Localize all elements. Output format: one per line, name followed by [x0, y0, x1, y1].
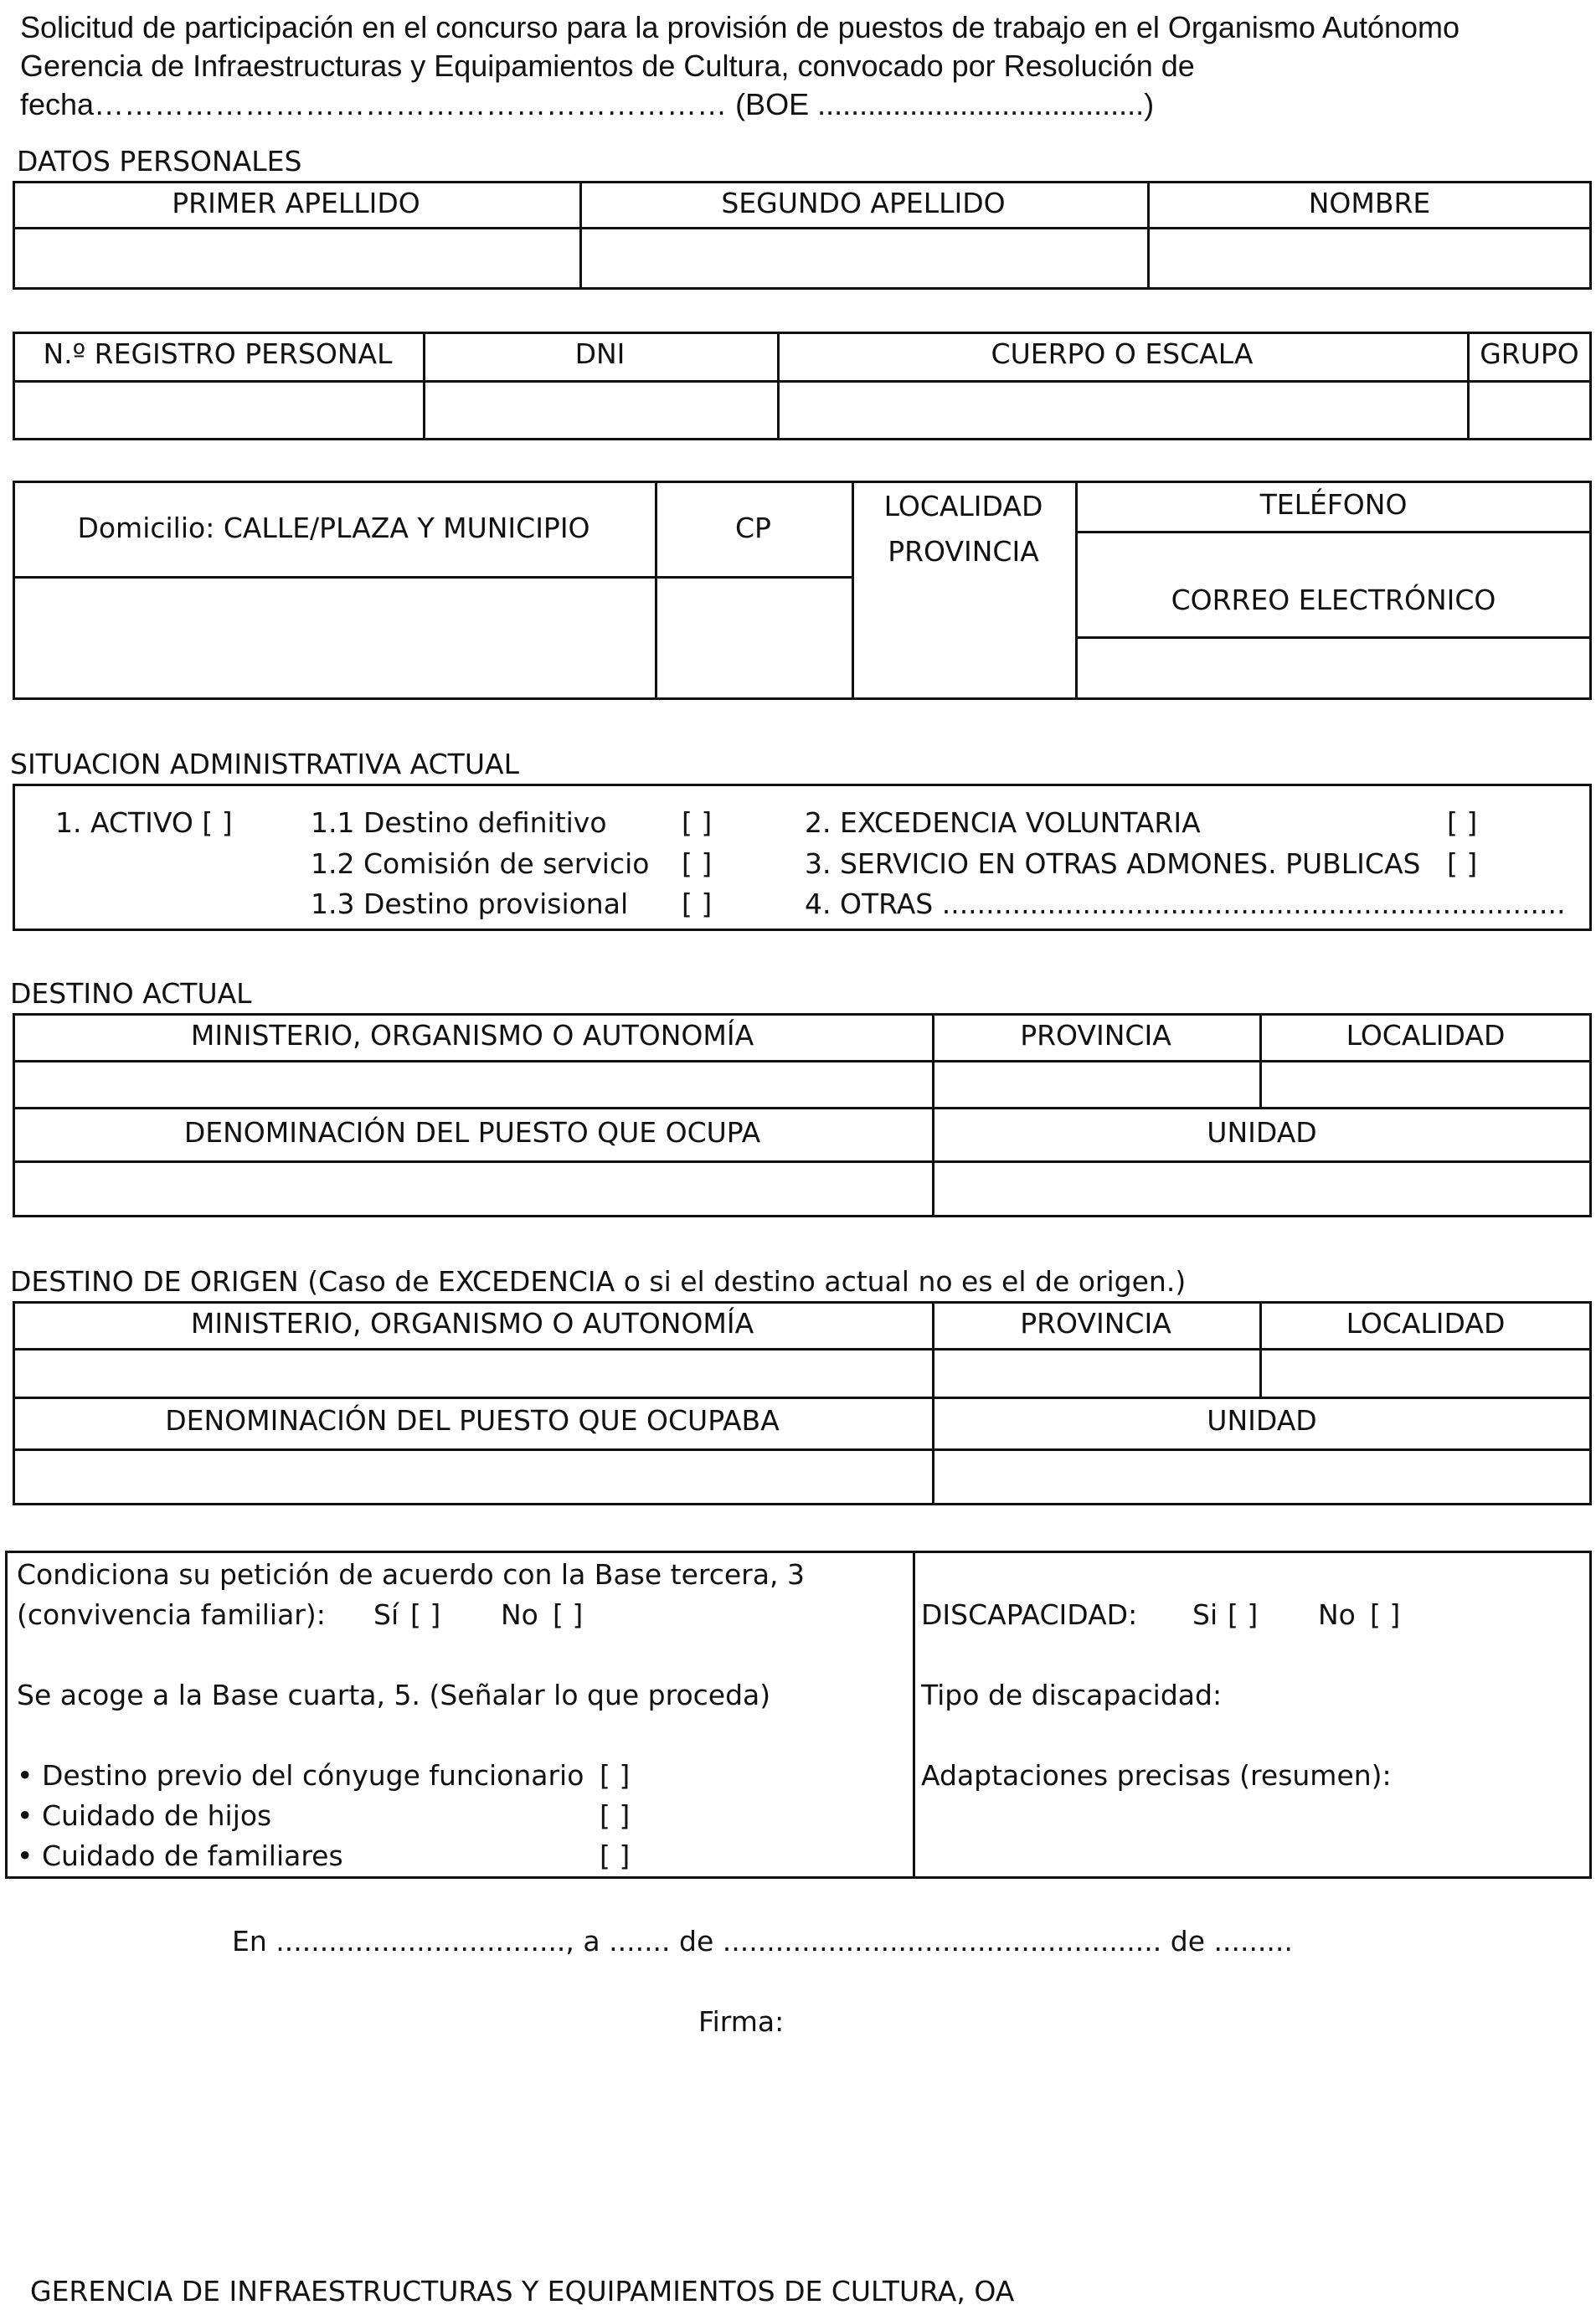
lugar-fecha-field[interactable]: En ................................., a ....... de .................................................. de ......... [232, 1925, 1293, 1958]
label-excedencia-voluntaria: 2. EXCEDENCIA VOLUNTARIA [805, 806, 1201, 839]
cp-field[interactable] [657, 579, 850, 698]
intro-line-2: Gerencia de Infraestructuras y Equipamientos de Cultura, convocado por Resolución de [20, 49, 1195, 83]
servicio-otras-checkbox[interactable]: [ ] [1447, 847, 1478, 880]
ministerio-field[interactable] [15, 1062, 930, 1106]
label-cuerpo-escala: CUERPO O ESCALA [991, 337, 1254, 370]
label-discapacidad-no: No [1318, 1598, 1356, 1631]
label-segundo-apellido: SEGUNDO APELLIDO [721, 187, 1006, 219]
cuidado-hijos-checkbox[interactable]: [ ] [600, 1799, 631, 1832]
localidad-provincia-field[interactable] [854, 579, 1073, 698]
label-destino-provisional: 1.3 Destino provisional [311, 887, 629, 920]
label-domicilio: Domicilio: CALLE/PLAZA Y MUNICIPIO [77, 512, 590, 544]
signature-area[interactable] [586, 2043, 1005, 2210]
label-primer-apellido: PRIMER APELLIDO [172, 187, 420, 219]
provincia-field[interactable] [934, 1351, 1258, 1395]
primer-apellido-field[interactable] [15, 229, 578, 288]
label-grupo: GRUPO [1480, 337, 1579, 370]
label-provincia: PROVINCIA [1020, 1307, 1171, 1340]
label-unidad: UNIDAD [1207, 1404, 1317, 1437]
label-comision-servicio: 1.2 Comisión de servicio [311, 847, 650, 880]
denominacion-field[interactable] [15, 1163, 930, 1216]
label-denominacion-puesto: DENOMINACIÓN DEL PUESTO QUE OCUPA [183, 1116, 761, 1149]
intro-line-3: fecha……………………………………………………… (BOE .......................................) [20, 87, 1155, 121]
discapacidad-si-checkbox[interactable]: [ ] [1228, 1598, 1259, 1631]
divider [913, 1551, 915, 1879]
condiciona-text-line-1: Condiciona su petición de acuerdo con la Base tercera, 3 [17, 1558, 805, 1591]
section-heading-destino-actual: DESTINO ACTUAL [10, 977, 252, 1010]
correo-field[interactable] [1078, 639, 1590, 698]
label-nombre: NOMBRE [1308, 187, 1431, 219]
label-ministerio: MINISTERIO, ORGANISMO O AUTONOMÍA [190, 1019, 754, 1052]
label-denominacion-puesto: DENOMINACIÓN DEL PUESTO QUE OCUPABA [165, 1404, 780, 1437]
intro-line-1: Solicitud de participación en el concurso para la provisión de puestos de trabajo en el Organismo Autónomo [20, 10, 1460, 44]
condiciona-text-line-2: (convivencia familiar): [17, 1598, 326, 1631]
provincia-field[interactable] [934, 1062, 1258, 1106]
label-tipo-discapacidad: Tipo de discapacidad: [921, 1679, 1223, 1711]
excedencia-checkbox[interactable]: [ ] [1447, 806, 1478, 839]
form-intro [20, 8, 1460, 124]
section-heading-situacion: SITUACION ADMINISTRATIVA ACTUAL [10, 748, 519, 780]
label-provincia: PROVINCIA [888, 535, 1039, 568]
section-heading-destino-origen: DESTINO DE ORIGEN (Caso de EXCEDENCIA o si el destino actual no es el de origen.) [10, 1265, 1187, 1298]
destino-provisional-checkbox[interactable]: [ ] [682, 887, 713, 920]
divider [13, 1397, 1592, 1399]
label-discapacidad: DISCAPACIDAD: [921, 1598, 1138, 1631]
ministerio-field[interactable] [15, 1351, 930, 1395]
dni-field[interactable] [425, 383, 775, 439]
registro-personal-field[interactable] [15, 383, 421, 439]
label-servicio-otras-admones: 3. SERVICIO EN OTRAS ADMONES. PUBLICAS [805, 847, 1421, 880]
grupo-field[interactable] [1470, 383, 1590, 439]
label-destino-definitivo: 1.1 Destino definitivo [311, 806, 607, 839]
label-si: Sí [373, 1598, 399, 1631]
label-adaptaciones: Adaptaciones precisas (resumen): [921, 1759, 1392, 1792]
otras-field[interactable]: 4. OTRAS ....................................................................... [805, 887, 1566, 920]
label-provincia: PROVINCIA [1020, 1019, 1171, 1052]
telefono-field[interactable] [1078, 533, 1590, 579]
label-dni: DNI [574, 337, 626, 370]
discapacidad-no-checkbox[interactable]: [ ] [1370, 1598, 1401, 1631]
segundo-apellido-field[interactable] [582, 229, 1146, 288]
label-registro-personal: N.º REGISTRO PERSONAL [43, 337, 393, 370]
unidad-field[interactable] [934, 1163, 1590, 1216]
option-cuidado-hijos: • Cuidado de hijos [17, 1799, 272, 1832]
label-localidad: LOCALIDAD [1346, 1019, 1506, 1052]
convivencia-no-checkbox[interactable]: [ ] [553, 1598, 584, 1631]
option-destino-conyuge: • Destino previo del cónyuge funcionario [17, 1759, 584, 1792]
label-correo: CORREO ELECTRÓNICO [1171, 584, 1496, 616]
divider [13, 1107, 1592, 1109]
localidad-field[interactable] [1262, 1351, 1590, 1395]
label-localidad: LOCALIDAD [1346, 1307, 1506, 1340]
footer-organization: GERENCIA DE INFRAESTRUCTURAS Y EQUIPAMIENTOS DE CULTURA, OA [30, 2275, 1015, 2307]
destino-definitivo-checkbox[interactable]: [ ] [682, 806, 713, 839]
comision-servicio-checkbox[interactable]: [ ] [682, 847, 713, 880]
section-heading-datos-personales: DATOS PERSONALES [17, 145, 302, 177]
nombre-field[interactable] [1150, 229, 1589, 288]
unidad-field[interactable] [934, 1451, 1590, 1504]
localidad-field[interactable] [1262, 1062, 1590, 1106]
label-telefono: TELÉFONO [1259, 488, 1408, 521]
destino-conyuge-checkbox[interactable]: [ ] [600, 1759, 631, 1792]
label-localidad: LOCALIDAD [883, 490, 1043, 522]
label-ministerio: MINISTERIO, ORGANISMO O AUTONOMÍA [190, 1307, 754, 1340]
label-discapacidad-si: Si [1192, 1598, 1218, 1631]
denominacion-field[interactable] [15, 1451, 930, 1504]
option-cuidado-familiares: • Cuidado de familiares [17, 1839, 343, 1872]
convivencia-si-checkbox[interactable]: [ ] [410, 1598, 441, 1631]
label-unidad: UNIDAD [1207, 1116, 1317, 1149]
label-cp: CP [735, 512, 771, 544]
cuerpo-escala-field[interactable] [780, 383, 1465, 439]
domicilio-field[interactable] [15, 579, 653, 698]
cuidado-familiares-checkbox[interactable]: [ ] [600, 1839, 631, 1872]
activo-checkbox[interactable]: 1. ACTIVO [ ] [55, 806, 233, 839]
base-cuarta-text: Se acoge a la Base cuarta, 5. (Señalar lo que proceda) [17, 1679, 771, 1711]
label-firma: Firma: [698, 2005, 785, 2038]
label-no: No [501, 1598, 538, 1631]
